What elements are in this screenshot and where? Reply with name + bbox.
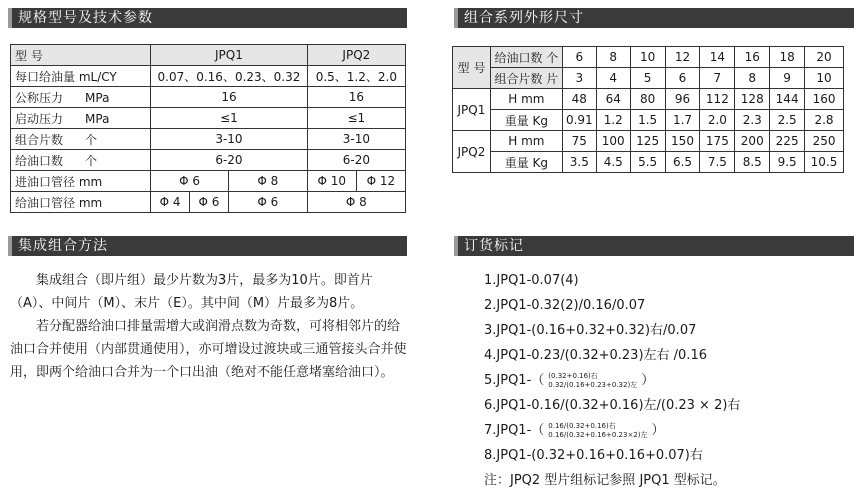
dims-h-cell: 80 (630, 89, 665, 110)
dims-model-jpq1: JPQ1 (453, 89, 491, 131)
spec-inlet-row (11, 171, 406, 192)
dims-h-cell: 100 (596, 131, 630, 152)
spec-row-name: 每口给油量 mL/CY (11, 66, 151, 87)
dims-w-row (453, 110, 844, 131)
method-paragraph-1: 集成组合（即片组）最少片数为3片，最多为10片。即首片（A）、中间片（M）、末片（E）。其中间（M）片最多为8片。 (10, 273, 373, 311)
dims-h-cell: 225 (770, 131, 805, 152)
spec-row-unit: 个 (85, 132, 98, 147)
method-text (10, 269, 408, 384)
dims-outlet-cell: 6 (562, 47, 596, 68)
dims-w-cell: 1.7 (665, 110, 700, 131)
dims-outlets-label: 给油口数 个 (490, 47, 562, 68)
dims-w-cell: 10.5 (805, 152, 844, 173)
spec-row (11, 129, 406, 150)
method-section-title: 集成组合方法 (8, 236, 407, 256)
dims-piece-cell: 10 (805, 68, 844, 89)
spec-row-jpq1: 3-10 (151, 129, 308, 150)
dims-w-cell: 5.5 (630, 152, 665, 173)
spec-inlet-a: Φ 6 (151, 171, 229, 192)
spec-outlet-name: 给油口管径 mm (11, 192, 151, 213)
spec-row-unit: 个 (85, 153, 98, 168)
order-item: 3.JPQ1-(0.16+0.32+0.32)右/0.07 (484, 323, 697, 338)
dims-h-cell: 75 (562, 131, 596, 152)
dims-pieces-label: 组合片数 片 (490, 68, 562, 89)
dims-w-cell: 4.5 (596, 152, 630, 173)
dims-w-label: 重量 Kg (490, 110, 562, 131)
dims-w-cell: 8.5 (735, 152, 770, 173)
dims-w-label: 重量 Kg (490, 152, 562, 173)
spec-section-title: 规格型号及技术参数 (8, 8, 407, 28)
order-item-suffix: ） (651, 423, 665, 438)
dims-h-cell: 144 (770, 89, 805, 110)
dims-w-cell: 3.5 (562, 152, 596, 173)
dims-h-cell: 125 (630, 131, 665, 152)
dims-w-row (453, 152, 844, 173)
dims-w-cell: 1.5 (630, 110, 665, 131)
dims-h-cell: 96 (665, 89, 700, 110)
dims-model-label: 型 号 (453, 47, 491, 89)
spec-row-label: 给油口数 (15, 153, 64, 168)
dims-h-label: H mm (490, 131, 562, 152)
spec-header-jpq1: JPQ1 (151, 45, 308, 66)
spec-inlet-d: Φ 12 (356, 171, 405, 192)
dims-w-cell: 2.0 (700, 110, 735, 131)
dims-table (452, 46, 844, 173)
dims-outlet-cell: 14 (700, 47, 735, 68)
spec-inlet-c: Φ 10 (307, 171, 356, 192)
order-item-compound (484, 368, 654, 393)
dims-w-cell: 0.91 (562, 110, 596, 131)
spec-outlet-c: Φ 6 (228, 192, 307, 213)
dims-outlet-cell: 20 (805, 47, 844, 68)
dims-outlet-cell: 10 (630, 47, 665, 68)
spec-row (11, 150, 406, 171)
order-list (484, 268, 740, 493)
dims-w-cell: 9.5 (770, 152, 805, 173)
spec-row (11, 66, 406, 87)
dims-piece-cell: 7 (700, 68, 735, 89)
spec-row-label: 公称压力 (15, 90, 64, 105)
dims-piece-cell: 6 (665, 68, 700, 89)
spec-row-name (11, 150, 151, 171)
order-item (484, 418, 740, 443)
spec-outlet-row (11, 192, 406, 213)
dims-h-cell: 175 (700, 131, 735, 152)
order-item-suffix: ） (641, 373, 655, 388)
dims-h-label: H mm (490, 89, 562, 110)
spec-inlet-name: 进油口管径 mm (11, 171, 151, 192)
dims-h-cell: 112 (700, 89, 735, 110)
order-item: 4.JPQ1-0.23/(0.32+0.23)左右 /0.16 (484, 348, 707, 363)
order-item: 2.JPQ1-0.32(2)/0.16/0.07 (484, 298, 646, 313)
method-paragraph-2: 若分配器给油口排量需增大或润滑点数为奇数，可将相邻片的给油口合并使用（内部贯通使用），亦可增设过渡块或三通管接头合并使用，即两个给油口合并为一个口出油（绝对不能任意堵塞给油口）。 (10, 319, 407, 380)
dims-model-jpq2: JPQ2 (453, 131, 491, 173)
spec-row-jpq2: ≤1 (307, 108, 405, 129)
order-item-stack (548, 422, 647, 440)
spec-row (11, 87, 406, 108)
spec-header-model: 型 号 (11, 45, 151, 66)
order-item: 6.JPQ1-0.16/(0.32+0.16)左/(0.23 × 2)右 (484, 398, 741, 413)
dims-outlet-cell: 16 (735, 47, 770, 68)
dims-h-cell: 48 (562, 89, 596, 110)
order-item: 8.JPQ1-(0.32+0.16+0.16+0.07)右 (484, 448, 703, 463)
dims-piece-cell: 8 (735, 68, 770, 89)
dims-outlet-cell: 12 (665, 47, 700, 68)
order-item-stack (548, 372, 637, 390)
spec-row-jpq2: 16 (307, 87, 405, 108)
dims-piece-cell: 5 (630, 68, 665, 89)
order-item: 1.JPQ1-0.07(4) (484, 273, 579, 288)
spec-row-name (11, 108, 151, 129)
dims-h-row (453, 89, 844, 110)
order-item-prefix: 7.JPQ1-（ (484, 423, 545, 438)
dims-w-cell: 2.8 (805, 110, 844, 131)
order-item-top: (0.32+0.16)右 (548, 371, 598, 380)
spec-outlet-d: Φ 8 (307, 192, 405, 213)
dims-h-row (453, 131, 844, 152)
spec-outlet-a: Φ 4 (151, 192, 190, 213)
spec-row-label: 启动压力 (15, 111, 64, 126)
spec-row-unit: MPa (85, 111, 110, 126)
dims-w-cell: 7.5 (700, 152, 735, 173)
dims-h-cell: 128 (735, 89, 770, 110)
order-item-prefix: 5.JPQ1-（ (484, 373, 545, 388)
spec-row-jpq1: 16 (151, 87, 308, 108)
spec-row-name (11, 87, 151, 108)
dims-section-title: 组合系列外形尺寸 (454, 8, 854, 28)
order-item-compound (484, 418, 665, 443)
spec-row-name (11, 129, 151, 150)
order-item-bottom: 0.16/(0.32+0.16+0.23×2)左 (548, 430, 648, 439)
dims-outlet-cell: 18 (770, 47, 805, 68)
order-section-title: 订货标记 (454, 236, 854, 256)
spec-row-jpq1: 6-20 (151, 150, 308, 171)
dims-piece-cell: 9 (770, 68, 805, 89)
order-item-top: 0.16/(0.32+0.16)右 (548, 421, 616, 430)
dims-h-cell: 250 (805, 131, 844, 152)
spec-outlet-b: Φ 6 (190, 192, 229, 213)
spec-row-jpq2: 0.5、1.2、2.0 (307, 66, 405, 87)
spec-row-unit: MPa (85, 90, 110, 105)
spec-header-row (11, 45, 406, 66)
dims-w-cell: 2.5 (770, 110, 805, 131)
spec-row (11, 108, 406, 129)
dims-outlets-row (453, 47, 844, 68)
spec-header-jpq2: JPQ2 (307, 45, 405, 66)
dims-h-cell: 160 (805, 89, 844, 110)
spec-inlet-b: Φ 8 (228, 171, 307, 192)
dims-w-cell: 2.3 (735, 110, 770, 131)
dims-h-cell: 150 (665, 131, 700, 152)
spec-row-jpq1: ≤1 (151, 108, 308, 129)
dims-pieces-row (453, 68, 844, 89)
spec-row-jpq2: 3-10 (307, 129, 405, 150)
spec-row-label: 组合片数 (15, 132, 64, 147)
dims-outlet-cell: 8 (596, 47, 630, 68)
dims-piece-cell: 4 (596, 68, 630, 89)
order-item (484, 368, 740, 393)
dims-h-cell: 64 (596, 89, 630, 110)
dims-w-cell: 6.5 (665, 152, 700, 173)
spec-row-jpq1: 0.07、0.16、0.23、0.32 (151, 66, 308, 87)
spec-row-jpq2: 6-20 (307, 150, 405, 171)
order-item-bottom: 0.32/(0.16+0.23+0.32)左 (548, 380, 638, 389)
dims-piece-cell: 3 (562, 68, 596, 89)
dims-h-cell: 200 (735, 131, 770, 152)
spec-table (10, 44, 406, 213)
order-note: 注：JPQ2 型片组标记参照 JPQ1 型标记。 (484, 473, 726, 488)
dims-w-cell: 1.2 (596, 110, 630, 131)
